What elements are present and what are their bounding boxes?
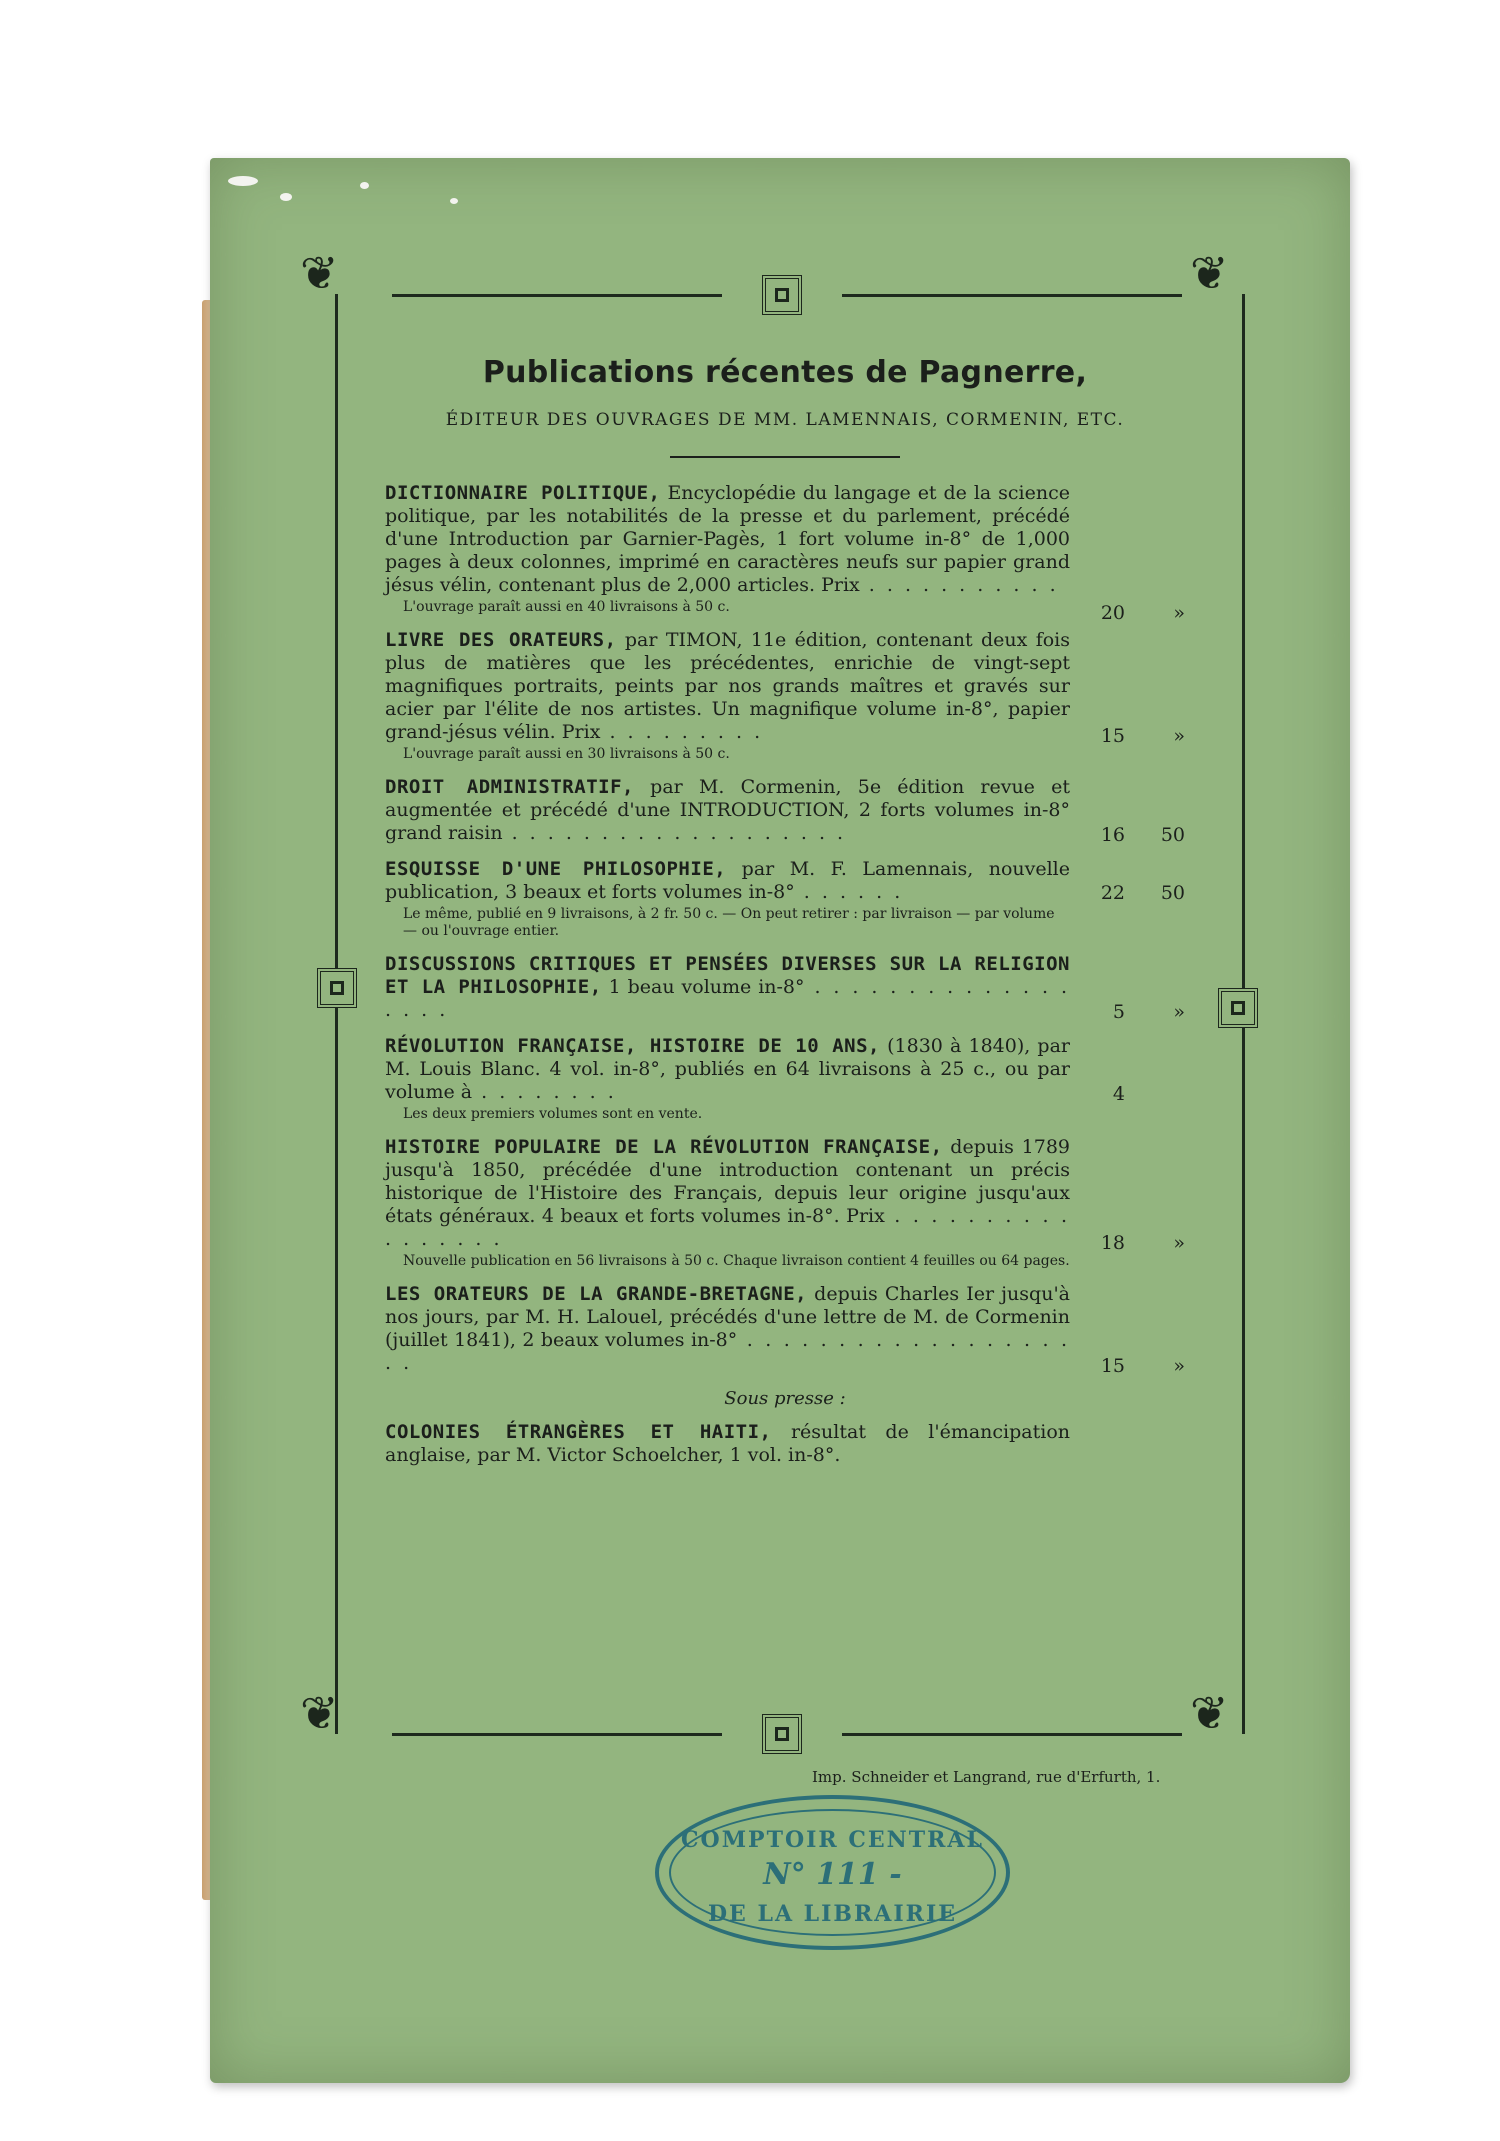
entry-text: depuis 1789 jusqu'à 1850, précédée d'une introduction contenant un précis historique de l'Histoire des Français, depuis leur origine jusqu'aux états généraux. 4 beaux et forts volumes in-8°. Prix — [385, 1136, 1070, 1227]
corner-ornament-icon: ❦ — [300, 1686, 339, 1740]
catalogue-entry: DISCUSSIONS CRITIQUES ET PENSÉES DIVERSES SUR LA RELIGION ET LA PHILOSOPHIE, 1 beau volume in-8° . . . . . . . . . . . . . . . . . . 5 » — [385, 953, 1185, 1023]
entry-text: (1830 à 1840), par M. Louis Blanc. 4 vol. in-8°, publiés en 64 livraisons à 25 c., ou par volume à — [385, 1035, 1071, 1103]
entry-price: 4 — [1112, 1083, 1125, 1105]
entry-note: L'ouvrage paraît aussi en 30 livraisons à 50 c. — [403, 746, 730, 762]
paper-wear — [450, 198, 458, 204]
catalogue-entry: LES ORATEURS DE LA GRANDE-BRETAGNE, depuis Charles Ier jusqu'à nos jours, par M. H. Lalouel, précédés d'une lettre de M. de Cormenin (juillet 1841), 2 beaux volumes in-8° . . . . . . . . . . . . . . . . . . . . 15 » — [385, 1283, 1185, 1377]
corner-ornament-icon: ❦ — [1190, 1686, 1229, 1740]
entry-price: 22 50 — [1100, 882, 1185, 904]
entry-note: Le même, publié en 9 livraisons, à 2 fr. 50 c. — On peut retirer : par livraison — par volume — ou l'ouvrage entier. — [403, 906, 1055, 939]
entry-price: 16 50 — [1100, 824, 1185, 846]
corner-ornament-icon: ❦ — [1190, 246, 1229, 300]
corner-ornament-icon: ❦ — [300, 246, 339, 300]
page-title: Publications récentes de Pagnerre, — [482, 355, 1088, 390]
stamp-bottom-text: DE LA LIBRAIRIE — [707, 1901, 958, 1927]
stamp-top-text: COMPTOIR CENTRAL — [681, 1827, 984, 1853]
catalogue-entry-forthcoming — [385, 1421, 1185, 1467]
medallion-ornament-icon — [762, 1714, 802, 1754]
entry-price: 15 » — [1100, 725, 1185, 747]
entry-text: 1 beau volume in-8° — [608, 976, 805, 998]
entry-title: HISTOIRE POPULAIRE DE LA RÉVOLUTION FRANÇAISE, — [385, 1136, 943, 1158]
entry-note: L'ouvrage paraît aussi en 40 livraisons à 50 c. — [403, 599, 730, 615]
entry-title: DICTIONNAIRE POLITIQUE, — [385, 482, 661, 504]
entry-text: par M. F. Lamennais, nouvelle publication, 3 beaux et forts volumes in-8° — [385, 858, 1071, 903]
printer-imprint: Imp. Schneider et Langrand, rue d'Erfurth, 1. — [812, 1768, 1161, 1786]
entry-price: 18 » — [1100, 1232, 1185, 1254]
stamp-number: N° 111 - — [763, 1857, 902, 1892]
entry-price: 5 » — [1112, 1001, 1185, 1023]
paper-wear — [280, 193, 292, 201]
library-stamp — [655, 1795, 1010, 1950]
entry-title: DISCUSSIONS CRITIQUES ET PENSÉES DIVERSES SUR LA RELIGION ET LA PHILOSOPHIE, — [385, 953, 1070, 998]
catalogue-entry: ESQUISSE D'UNE PHILOSOPHIE, par M. F. Lamennais, nouvelle publication, 3 beaux et forts volumes in-8° . . . . . . 22 50 Le même, publié en 9 livraisons, à 2 fr. 50 c. — On peut retirer : par livraison — par volume — ou l'ouvrage entier. — [385, 858, 1185, 939]
divider — [670, 456, 900, 458]
entry-text: par TIMON, 11e édition, contenant deux fois plus de matières que les précédentes, enrichie de vingt-sept magnifiques portraits, peints par nos grands maîtres et gravés sur acier par l'élite de nos artistes. Un magnifique volume in-8°, papier grand-jésus vélin. Prix — [385, 629, 1070, 743]
entry-price: 20 » — [1100, 602, 1185, 624]
entry-note: Les deux premiers volumes sont en vente. — [403, 1106, 703, 1122]
catalogue — [385, 355, 1185, 1480]
medallion-ornament-icon — [1218, 988, 1258, 1028]
entry-title: LES ORATEURS DE LA GRANDE-BRETAGNE, — [385, 1283, 808, 1305]
entry-text: depuis Charles Ier jusqu'à nos jours, par M. H. Lalouel, précédés d'une lettre de M. de Cormenin (juillet 1841), 2 beaux volumes in-8° — [385, 1283, 1070, 1351]
entry-title: DROIT ADMINISTRATIF, — [385, 776, 634, 798]
medallion-ornament-icon — [762, 275, 802, 315]
entry-text: résultat de l'émancipation anglaise, par M. Victor Schoelcher, 1 vol. in-8°. — [385, 1421, 1071, 1466]
top-rule-right — [842, 294, 1182, 297]
entry-note: Nouvelle publication en 56 livraisons à 50 c. Chaque livraison contient 4 feuilles ou 64 pages. — [403, 1253, 1070, 1269]
entry-text: par M. Cormenin, 5e édition revue et augmentée et précédé d'une INTRODUCTION, 2 forts volumes in-8° grand raisin — [385, 776, 1071, 844]
catalogue-entry: LIVRE DES ORATEURS, par TIMON, 11e édition, contenant deux fois plus de matières que les précédentes, enrichie de vingt-sept magnifiques portraits, peints par nos grands maîtres et gravés sur acier par l'élite de nos artistes. Un magnifique volume in-8°, papier grand-jésus vélin. Prix . . . . . . . . . 15 » L'ouvrage paraît aussi en 30 livraisons à 50 c. — [385, 629, 1185, 762]
paper-wear — [360, 182, 369, 189]
entry-title: RÉVOLUTION FRANÇAISE, HISTOIRE DE 10 ANS, — [385, 1035, 880, 1057]
entry-title: ESQUISSE D'UNE PHILOSOPHIE, — [385, 858, 727, 880]
sous-presse-label: Sous presse : — [724, 1388, 846, 1409]
page-subtitle: ÉDITEUR DES OUVRAGES DE MM. LAMENNAIS, CORMENIN, ETC. — [445, 410, 1125, 430]
paper-wear — [228, 176, 258, 186]
catalogue-entry: RÉVOLUTION FRANÇAISE, HISTOIRE DE 10 ANS, (1830 à 1840), par M. Louis Blanc. 4 vol. in-8°, publiés en 64 livraisons à 25 c., ou par volume à . . . . . . . . 4 Les deux premiers volumes sont en vente. — [385, 1035, 1185, 1123]
catalogue-entry: HISTOIRE POPULAIRE DE LA RÉVOLUTION FRANÇAISE, depuis 1789 jusqu'à 1850, précédée d'une introduction contenant un précis historique de l'Histoire des Français, depuis leur origine jusqu'aux états généraux. 4 beaux et forts volumes in-8°. Prix . . . . . . . . . . . . . . . . . 18 » Nouvelle publication en 56 livraisons à 50 c. Chaque livraison contient 4 feuilles ou 64 pages. — [385, 1136, 1185, 1269]
entry-title: LIVRE DES ORATEURS, — [385, 629, 617, 651]
entry-text: Encyclopédie du langage et de la science politique, par les notabilités de la presse et du parlement, précédé d'une Introduction par Garnier-Pagès, 1 fort volume in-8° de 1,000 pages à deux colonnes, imprimé en caractères neufs sur papier grand jésus vélin, contenant plus de 2,000 articles. Prix — [385, 482, 1070, 596]
top-rule-left — [392, 294, 722, 297]
entry-title: COLONIES ÉTRANGÈRES ET HAITI, — [385, 1421, 772, 1443]
catalogue-entry: DICTIONNAIRE POLITIQUE, Encyclopédie du langage et de la science politique, par les notabilités de la presse et du parlement, précédé d'une Introduction par Garnier-Pagès, 1 fort volume in-8° de 1,000 pages à deux colonnes, imprimé en caractères neufs sur papier grand jésus vélin, contenant plus de 2,000 articles. Prix . . . . . . . . . . . 20 » L'ouvrage paraît aussi en 40 livraisons à 50 c. — [385, 482, 1185, 624]
entry-price: 15 » — [1100, 1355, 1185, 1377]
catalogue-entry: DROIT ADMINISTRATIF, par M. Cormenin, 5e édition revue et augmentée et précédé d'une INTRODUCTION, 2 forts volumes in-8° grand raisin . . . . . . . . . . . . . . . . . . . 16 50 — [385, 776, 1185, 846]
medallion-ornament-icon — [317, 968, 357, 1008]
bottom-rule-left — [392, 1733, 722, 1736]
bottom-rule-right — [842, 1733, 1182, 1736]
